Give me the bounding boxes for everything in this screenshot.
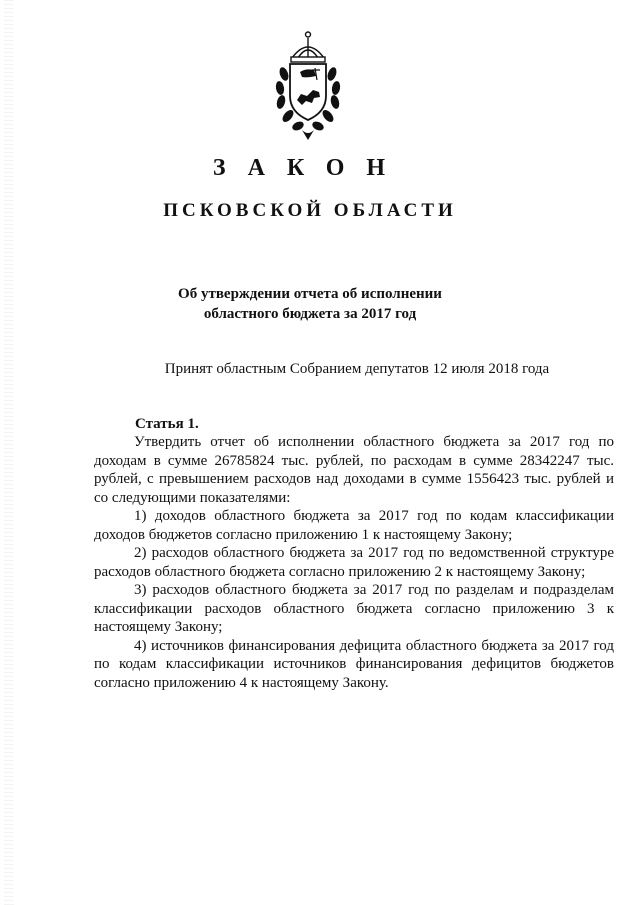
- law-subject-line: Об утверждении отчета об исполнении: [178, 286, 442, 302]
- law-subject-line: областного бюджета за 2017 год: [203, 306, 417, 322]
- adoption-note: Принят областным Собранием депутатов 12 июля 2018 года: [164, 361, 550, 377]
- article-heading: Статья 1.: [135, 416, 199, 432]
- law-title: ЗАКОН: [212, 155, 408, 181]
- article-paragraph: 3) расходов областного бюджета за 2017 год по разделам и подразделам классификации расходов областного бюджета согласно приложению 3 к настоящему Закону;: [94, 582, 614, 635]
- scan-edge: [4, 0, 14, 905]
- region-title: ПСКОВСКОЙ ОБЛАСТИ: [163, 200, 457, 221]
- article-paragraph: 2) расходов областного бюджета за 2017 год по ведомственной структуре расходов областного бюджета согласно приложению 2 к настоящему Закону;: [94, 545, 614, 580]
- law-subject: [0, 284, 620, 324]
- article-body: [94, 433, 614, 692]
- coat-of-arms-icon: [262, 30, 354, 142]
- article-paragraph: 4) источников финансирования дефицита областного бюджета за 2017 год по кодам классификации источников финансирования дефицитов бюджетов согласно приложению 4 к настоящему Закону.: [94, 637, 614, 691]
- article-paragraph: Утвердить отчет об исполнении областного бюджета за 2017 год по доходам в сумме 26785824 тыс. рублей, по расходам в сумме 28342247 тыс. рублей, с превышением расходов над доходами в сумме 1556423 тыс. рублей и со следующими показателями:: [94, 434, 614, 506]
- article-paragraph: 1) доходов областного бюджета за 2017 год по кодам классификации доходов бюджетов согласно приложению 1 к настоящему Закону;: [94, 508, 614, 543]
